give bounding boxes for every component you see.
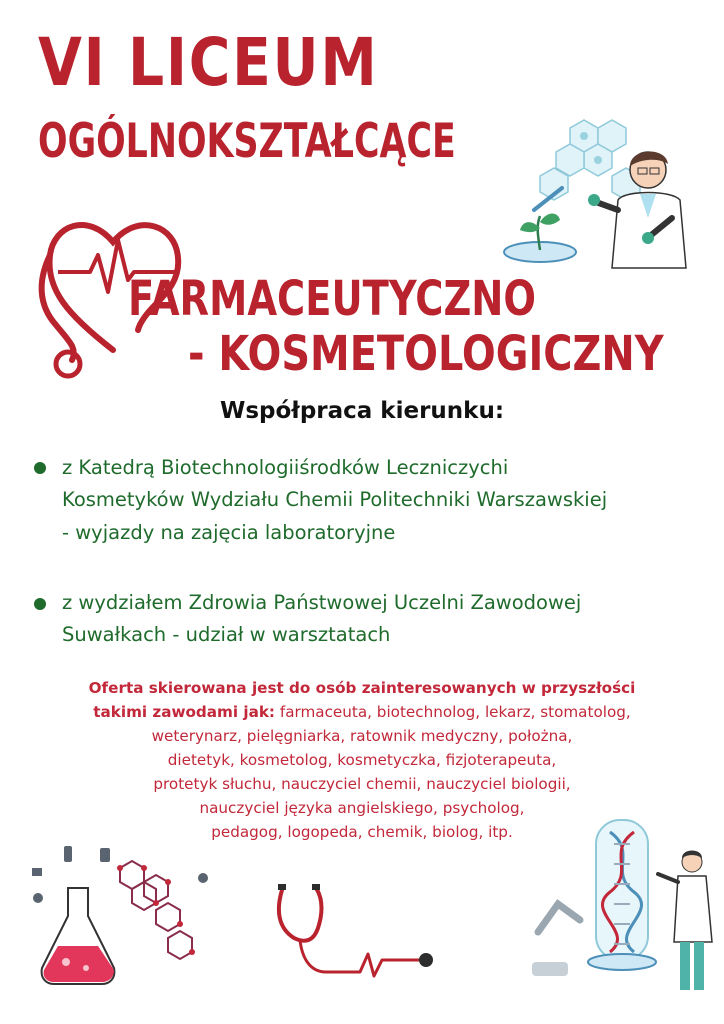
- scientist-illustration: [500, 118, 705, 278]
- title-line-1: VI LICEUM: [38, 24, 379, 101]
- title-line-2: OGÓLNOKSZTAŁCĄCE: [38, 114, 456, 169]
- offer-line-1: Oferta skierowana jest do osób zainteresowanych w przyszłości: [88, 679, 636, 697]
- offer-line-6: nauczyciel języka angielskiego, psycholog,: [199, 799, 525, 817]
- offer-line-4: dietetyk, kosmetolog, kosmetyczka, fizjoterapeuta,: [167, 751, 557, 769]
- bullet-dot-2: [34, 598, 46, 610]
- stethoscope-icon: [270, 880, 445, 980]
- bullet-1-line-3: - wyjazdy na zajęcia laboratoryjne: [62, 521, 396, 544]
- bullet-1-line-1: z Katedrą Biotechnologiiśrodków Leczniczychi: [62, 456, 509, 479]
- bullet-dot-1: [34, 462, 46, 474]
- offer-line-5: protetyk słuchu, nauczyciel chemii, nauczyciel biologii,: [153, 775, 571, 793]
- flask-molecules-illustration: [28, 838, 218, 988]
- offer-line-2-lead: takimi zawodami jak:: [93, 703, 276, 721]
- bullet-2-line-2: Suwałkach - udział w warsztatach: [62, 623, 391, 646]
- offer-line-2-rest: farmaceuta, biotechnolog, lekarz, stomatolog,: [275, 703, 631, 721]
- bullet-1-line-2: Kosmetyków Wydziału Chemii Politechniki Warszawskiej: [62, 488, 608, 511]
- dna-capsule-illustration: [528, 812, 718, 1002]
- title-line-3: FARMACEUTYCZNO: [128, 271, 537, 327]
- title-line-4: - KOSMETOLOGICZNY: [188, 326, 664, 382]
- bullet-2-line-1: z wydziałem Zdrowia Państwowej Uczelni Zawodowej: [62, 591, 582, 614]
- offer-line-7: pedagog, logopeda, chemik, biolog, itp.: [211, 823, 513, 841]
- offer-line-3: weterynarz, pielęgniarka, ratownik medyczny, położna,: [151, 727, 573, 745]
- cooperation-heading: Współpraca kierunku:: [219, 398, 505, 424]
